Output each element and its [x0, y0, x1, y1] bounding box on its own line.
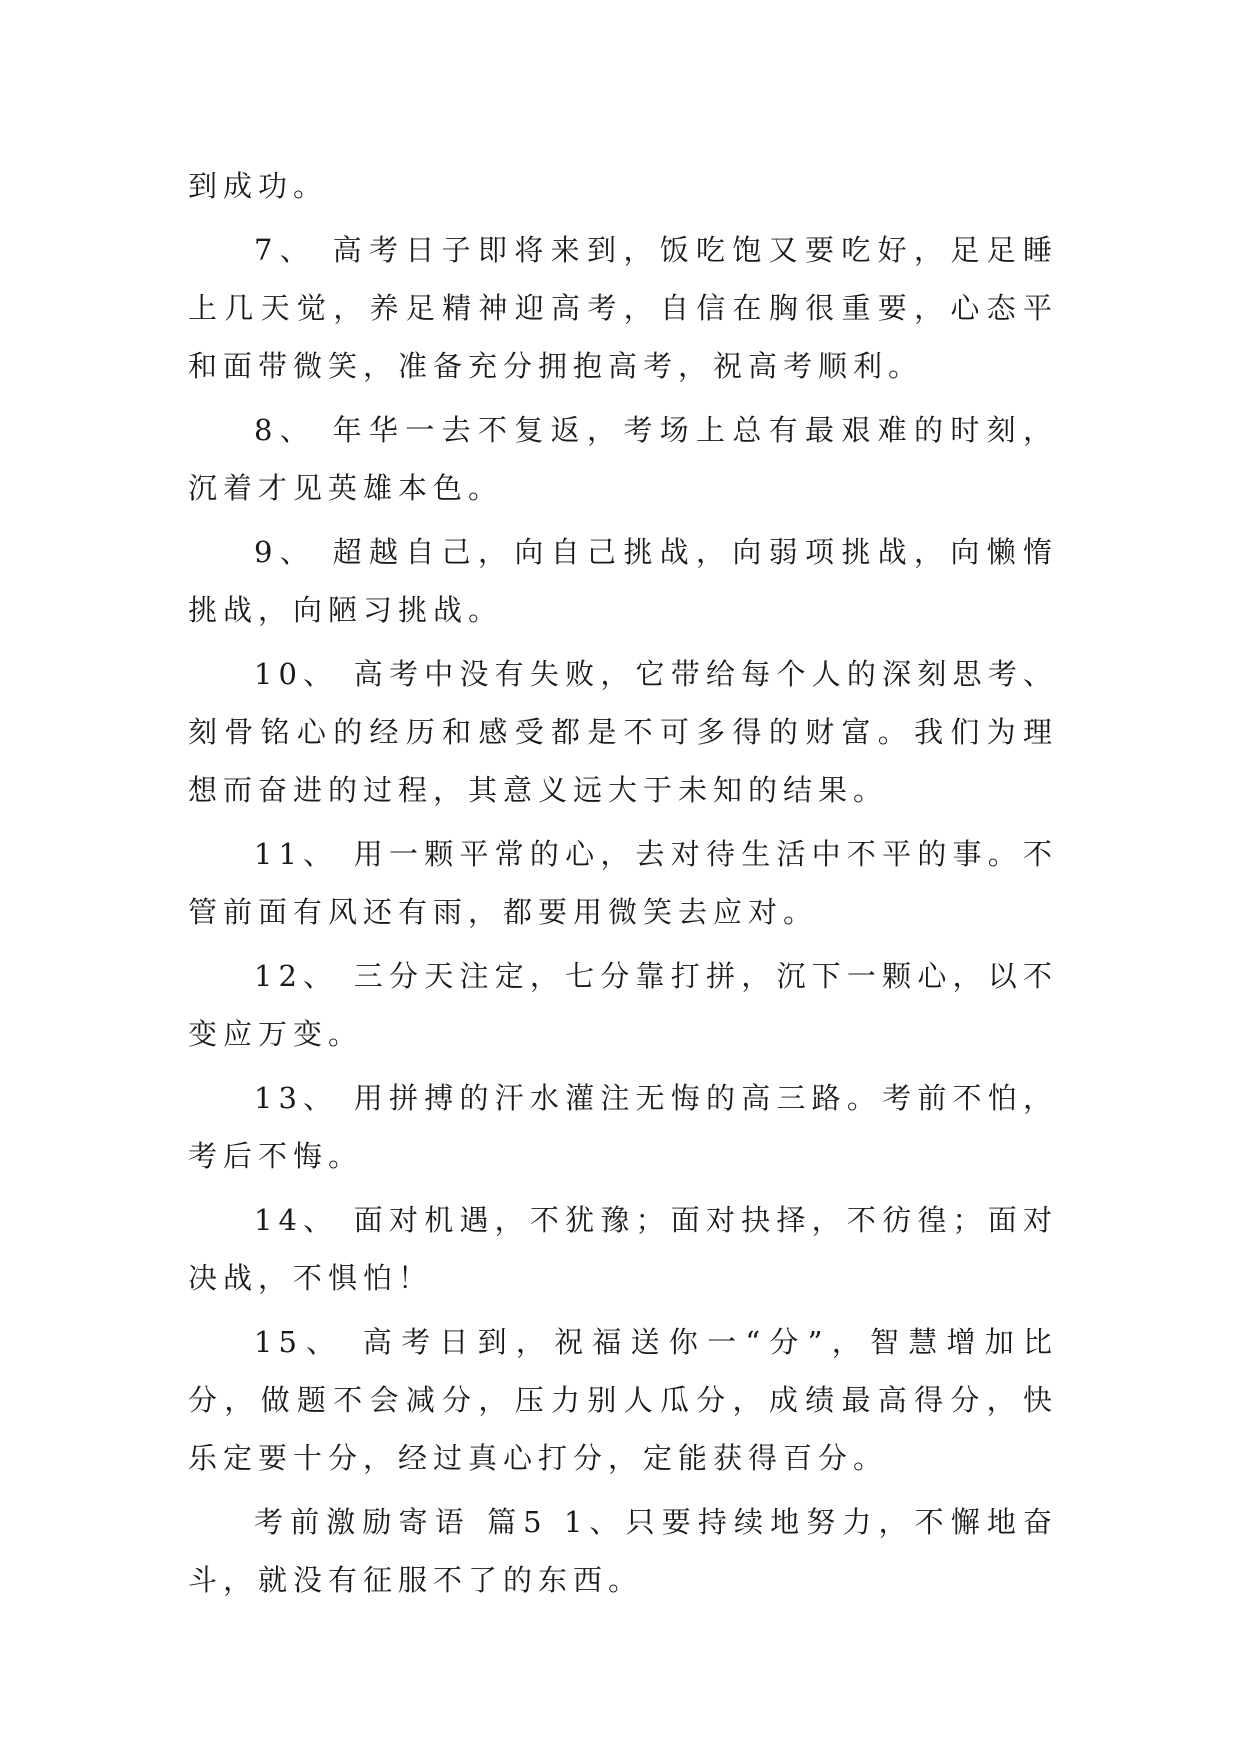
paragraph-continuation: 到成功。 [188, 169, 329, 203]
paragraph-item-8: 8、 年华一去不复返，考场上总有最艰难的时刻，沉着才见英雄本色。 [188, 413, 1058, 505]
section-heading-paragraph: 考前激励寄语 篇5 1、只要持续地努力，不懈地奋斗，就没有征服不了的东西。 [188, 1505, 1058, 1597]
paragraph-item-10: 10、 高考中没有失败，它带给每个人的深刻思考、刻骨铭心的经历和感受都是不可多得的财富。我们为理想而奋进的过程，其意义远大于未知的结果。 [188, 657, 1058, 807]
paragraph-item-13: 13、 用拼搏的汗水灌注无悔的高三路。考前不怕，考后不悔。 [188, 1081, 1058, 1173]
paragraph-item-11: 11、 用一颗平常的心，去对待生活中不平的事。不管前面有风还有雨，都要用微笑去应对。 [188, 837, 1058, 929]
document-body [188, 157, 1058, 1615]
paragraph-item-7: 7、 高考日子即将来到，饭吃饱又要吃好，足足睡上几天觉，养足精神迎高考，自信在胸很重要，心态平和面带微笑，准备充分拥抱高考，祝高考顺利。 [188, 233, 1058, 383]
paragraph-item-12: 12、 三分天注定，七分靠打拼，沉下一颗心，以不变应万变。 [188, 959, 1058, 1051]
paragraph-item-9: 9、 超越自己，向自己挑战，向弱项挑战，向懒惰挑战，向陋习挑战。 [188, 535, 1058, 627]
paragraph-item-14: 14、 面对机遇，不犹豫；面对抉择，不彷徨；面对决战，不惧怕！ [188, 1203, 1058, 1295]
paragraph-item-15: 15、 高考日到，祝福送你一“分”，智慧增加比分，做题不会减分，压力别人瓜分，成绩最高得分，快乐定要十分，经过真心打分，定能获得百分。 [188, 1325, 1058, 1475]
